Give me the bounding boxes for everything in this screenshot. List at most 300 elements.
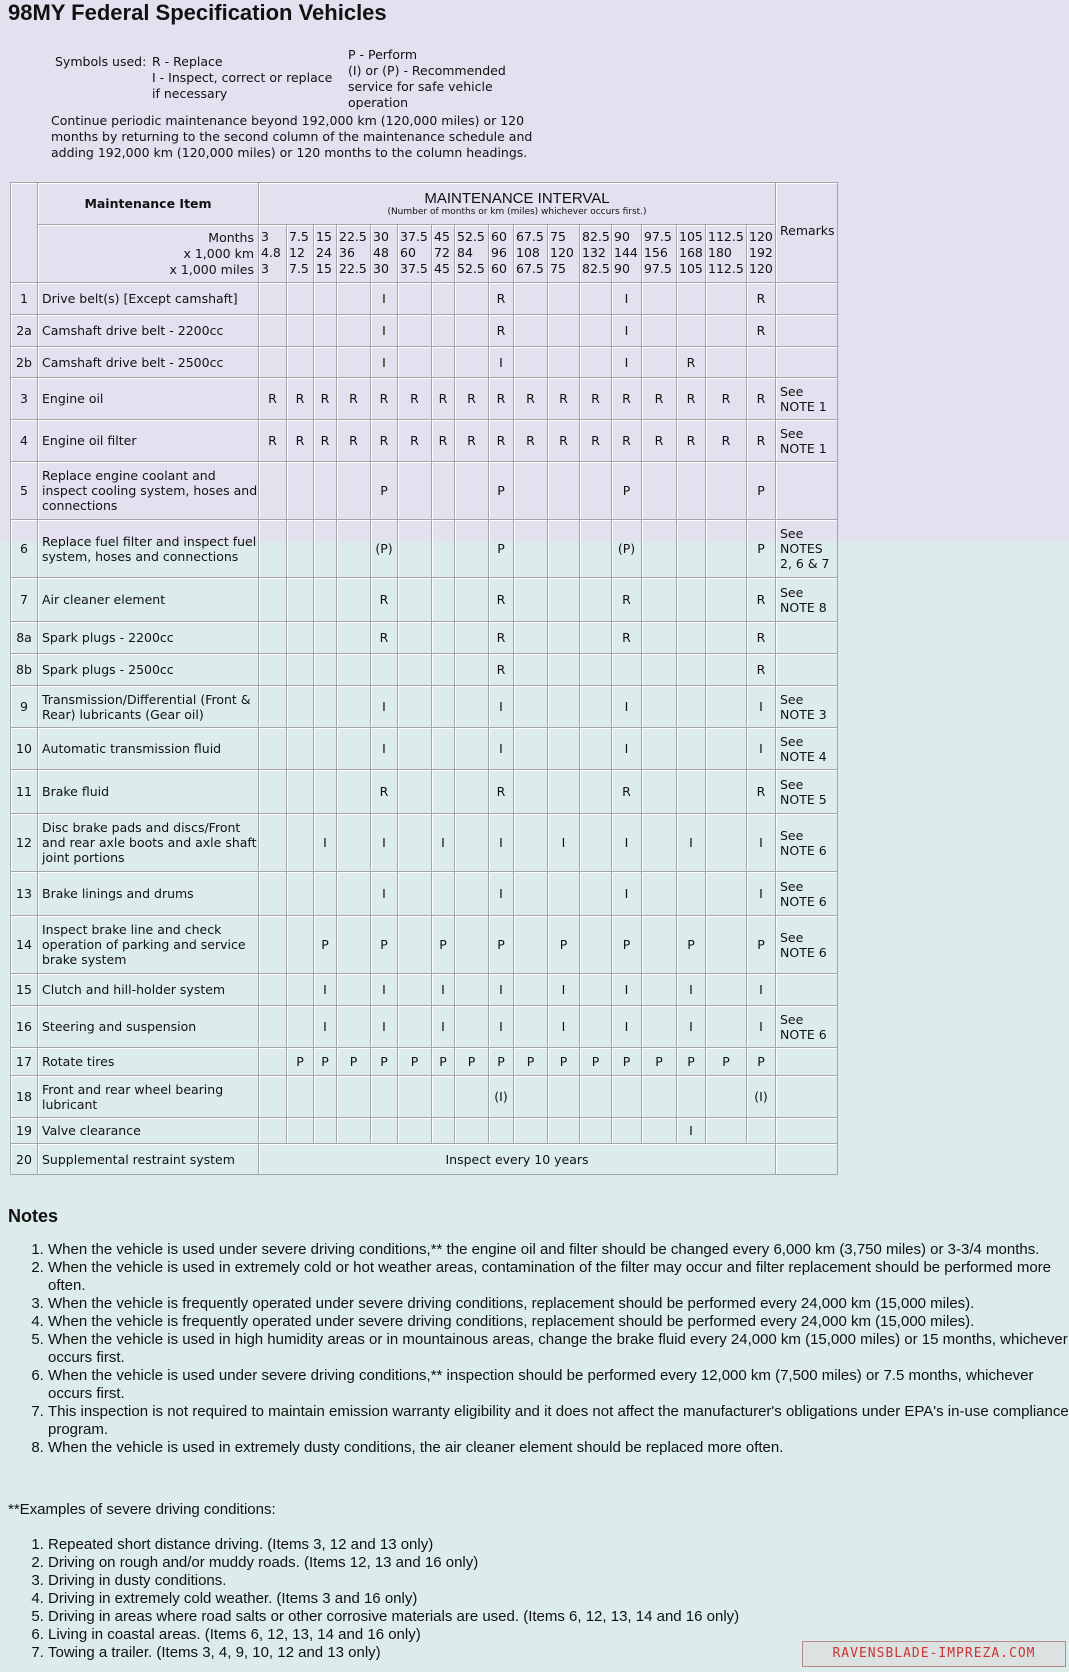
schedule-cell: I [371,974,398,1006]
schedule-cell [398,578,432,622]
schedule-cell [337,622,371,654]
note-item: 5. When the vehicle is used in high humidity areas or in mountainous areas, change the brake fluid every 24,000 km (15,000 miles) or 15 months, whichever occurs first. [48,1331,1069,1367]
schedule-cell [287,770,314,814]
item-number: 15 [11,974,38,1006]
schedule-cell: P [371,1048,398,1076]
schedule-cell: R [337,420,371,462]
schedule-cell: R [259,378,287,420]
schedule-cell [706,462,747,520]
interval-value: 84 [457,245,473,260]
schedule-cell: P [612,1048,642,1076]
item-name: Steering and suspension [38,1006,259,1048]
header-row-2 [11,225,838,283]
item-number: 18 [11,1076,38,1118]
item-number: 14 [11,916,38,974]
item-name: Air cleaner element [38,578,259,622]
remarks-cell: See NOTES 2, 6 & 7 [776,520,838,578]
table-row [11,1048,838,1076]
schedule-cell [259,462,287,520]
interval-value: 37.5 [400,229,428,244]
schedule-cell [548,578,580,622]
interval-value: 72 [434,245,450,260]
schedule-cell [398,283,432,315]
schedule-cell: I [432,814,455,872]
interval-unit-labels [38,225,259,283]
schedule-cell [432,1076,455,1118]
interval-value: 105 [679,261,703,276]
schedule-cell [548,347,580,378]
schedule-cell: P [371,916,398,974]
interval-value: 120 [550,245,574,260]
item-number: 19 [11,1118,38,1144]
item-number: 13 [11,872,38,916]
schedule-cell [642,770,677,814]
table-row [11,770,838,814]
table-row [11,654,838,686]
interval-value: 90 [614,229,630,244]
interval-value: 30 [373,229,389,244]
remarks-cell [776,622,838,654]
schedule-cell [337,347,371,378]
schedule-cell: P [489,1048,514,1076]
schedule-cell [432,462,455,520]
table-row [11,1144,838,1175]
schedule-cell [259,1118,287,1144]
schedule-cell [455,462,489,520]
remarks-cell [776,462,838,520]
schedule-cell [314,347,337,378]
schedule-cell: I [432,1006,455,1048]
interval-value: 60 [400,245,416,260]
interval-value: 108 [516,245,540,260]
schedule-cell: I [371,872,398,916]
remarks-cell [776,283,838,315]
item-number: 8a [11,622,38,654]
schedule-cell [455,654,489,686]
interval-value: 45 [434,229,450,244]
schedule-cell: P [548,916,580,974]
interval-column-header [455,225,489,283]
schedule-cell [314,315,337,347]
item-name: Inspect brake line and check operation of parking and service brake system [38,916,259,974]
schedule-cell [642,872,677,916]
schedule-cell [314,770,337,814]
schedule-cell: (P) [371,520,398,578]
schedule-cell: (P) [612,520,642,578]
severe-condition-item: 6. Living in coastal areas. (Items 6, 12, 13, 14 and 16 only) [48,1626,1048,1644]
schedule-cell [580,1006,612,1048]
schedule-cell [642,654,677,686]
schedule-cell: P [314,916,337,974]
interval-column-header [642,225,677,283]
schedule-cell: R [371,578,398,622]
schedule-cell [642,520,677,578]
schedule-cell: R [432,420,455,462]
legend-label: Symbols used: [55,54,147,69]
schedule-cell [259,654,287,686]
schedule-cell [514,728,548,770]
schedule-cell [642,686,677,728]
header-row-1 [11,183,838,225]
schedule-cell [287,1076,314,1118]
interval-column-header [398,225,432,283]
item-number: 9 [11,686,38,728]
severe-condition-item: 3. Driving in dusty conditions. [48,1572,1048,1590]
schedule-cell [337,520,371,578]
schedule-cell: I [612,1006,642,1048]
schedule-cell [337,283,371,315]
interval-value: 22.5 [339,261,367,276]
schedule-cell: R [259,420,287,462]
schedule-cell [337,1006,371,1048]
schedule-cell: I [612,814,642,872]
severe-conditions-heading: **Examples of severe driving conditions: [8,1501,276,1518]
schedule-cell: R [489,770,514,814]
remarks-cell [776,347,838,378]
schedule-cell [580,770,612,814]
schedule-cell: I [747,686,776,728]
schedule-cell [432,686,455,728]
schedule-cell [706,347,747,378]
interval-value: 97.5 [644,229,672,244]
schedule-cell: R [642,420,677,462]
schedule-cell [287,974,314,1006]
schedule-cell [455,347,489,378]
schedule-cell [580,347,612,378]
schedule-cell [612,654,642,686]
schedule-cell: I [371,1006,398,1048]
schedule-cell [398,872,432,916]
schedule-cell [259,520,287,578]
item-number: 16 [11,1006,38,1048]
schedule-cell: I [548,814,580,872]
item-name: Camshaft drive belt - 2500cc [38,347,259,378]
schedule-cell [514,654,548,686]
schedule-cell: R [489,654,514,686]
schedule-cell: R [314,420,337,462]
schedule-cell: R [612,770,642,814]
schedule-cell [398,654,432,686]
schedule-cell: I [677,1006,706,1048]
schedule-cell: R [612,378,642,420]
schedule-cell: R [747,315,776,347]
schedule-cell [398,520,432,578]
schedule-cell [706,520,747,578]
schedule-cell [398,770,432,814]
schedule-cell: I [747,974,776,1006]
table-row [11,974,838,1006]
schedule-cell [455,520,489,578]
schedule-cell [642,347,677,378]
interval-value: 60 [491,261,507,276]
interval-value: 82.5 [582,261,610,276]
item-name: Supplemental restraint system [38,1144,259,1175]
table-row [11,347,838,378]
interval-value: 96 [491,245,507,260]
schedule-cell: R [747,578,776,622]
schedule-cell [314,1118,337,1144]
schedule-cell [548,462,580,520]
interval-value: 112.5 [708,261,744,276]
schedule-cell [259,283,287,315]
schedule-cell: P [747,916,776,974]
interval-column-header [314,225,337,283]
schedule-cell: I [747,814,776,872]
table-row [11,578,838,622]
schedule-cell: P [489,462,514,520]
schedule-cell [580,654,612,686]
schedule-cell: P [371,462,398,520]
interval-column-header [287,225,314,283]
interval-value: 82.5 [582,229,610,244]
schedule-cell: P [398,1048,432,1076]
schedule-cell [455,686,489,728]
unit-label: x 1,000 miles [169,261,254,277]
schedule-cell: R [706,420,747,462]
schedule-cell [432,728,455,770]
schedule-cell [287,1118,314,1144]
item-name: Brake fluid [38,770,259,814]
schedule-cell [514,686,548,728]
note-item: 2. When the vehicle is used in extremely cold or hot weather areas, contamination of the filter may occur and filter replacement should be performed more often. [48,1259,1069,1295]
note-item: 3. When the vehicle is frequently operated under severe driving conditions, replacement should be performed every 24,000 km (15,000 miles). [48,1295,1069,1313]
schedule-cell [580,686,612,728]
schedule-cell [432,578,455,622]
schedule-cell: R [548,378,580,420]
remarks-cell [776,1076,838,1118]
interval-column-header [259,225,287,283]
schedule-cell [677,1076,706,1118]
interval-value: 52.5 [457,229,485,244]
interval-value: 36 [339,245,355,260]
schedule-cell: R [747,770,776,814]
schedule-cell [548,872,580,916]
unit-label: x 1,000 km [183,245,254,261]
schedule-cell [642,728,677,770]
maintenance-item-header-text: Maintenance Item [84,195,212,211]
interval-value: 15 [316,229,332,244]
item-name: Brake linings and drums [38,872,259,916]
schedule-cell [314,872,337,916]
schedule-cell [287,916,314,974]
schedule-cell [580,578,612,622]
schedule-cell [287,1006,314,1048]
schedule-cell [455,974,489,1006]
schedule-cell [432,872,455,916]
interval-value: 24 [316,245,332,260]
schedule-cell: R [747,654,776,686]
schedule-cell: I [612,315,642,347]
schedule-cell [455,770,489,814]
interval-value: 144 [614,245,638,260]
item-name: Drive belt(s) [Except camshaft] [38,283,259,315]
schedule-cell [259,872,287,916]
schedule-cell: R [432,378,455,420]
schedule-cell: I [489,1006,514,1048]
schedule-cell: P [432,1048,455,1076]
schedule-cell: I [747,728,776,770]
schedule-cell [706,974,747,1006]
schedule-cell [514,347,548,378]
schedule-cell [514,1006,548,1048]
interval-value: 97.5 [644,261,672,276]
schedule-cell [259,578,287,622]
schedule-cell: I [489,728,514,770]
schedule-cell [314,1076,337,1118]
interval-column-header [514,225,548,283]
note-item: 8. When the vehicle is used in extremely dusty conditions, the air cleaner element should be replaced more often. [48,1439,1069,1457]
schedule-cell: P [642,1048,677,1076]
interval-value: 48 [373,245,389,260]
page-title: 98MY Federal Specification Vehicles [8,0,387,25]
interval-value: 75 [550,261,566,276]
schedule-cell: R [371,420,398,462]
schedule-cell [514,814,548,872]
schedule-cell [548,622,580,654]
schedule-cell: R [514,378,548,420]
interval-value: 15 [316,261,332,276]
schedule-cell [455,728,489,770]
schedule-cell [580,1118,612,1144]
remarks-cell: See NOTE 8 [776,578,838,622]
schedule-cell [432,654,455,686]
schedule-cell: I [612,347,642,378]
schedule-cell: R [747,378,776,420]
schedule-cell: P [612,462,642,520]
continue-paragraph: Continue periodic maintenance beyond 192,000 km (120,000 miles) or 120 months by returning to the second column of the maintenance schedule and adding 192,000 km (120,000 miles) or 120 months to the column headings. [51,113,533,160]
schedule-cell: I [677,1118,706,1144]
remarks-cell: See NOTE 6 [776,1006,838,1048]
interval-column-header [489,225,514,283]
schedule-cell: R [337,378,371,420]
schedule-cell: I [489,814,514,872]
remarks-cell [776,1144,838,1175]
schedule-cell [548,654,580,686]
schedule-cell [337,654,371,686]
schedule-cell [677,315,706,347]
schedule-cell [337,728,371,770]
schedule-cell: R [580,378,612,420]
schedule-cell [371,1118,398,1144]
schedule-cell [455,1118,489,1144]
schedule-cell: R [489,283,514,315]
schedule-cell [548,283,580,315]
schedule-cell: I [489,347,514,378]
interval-value: 90 [614,261,630,276]
schedule-cell [706,654,747,686]
schedule-cell: R [677,347,706,378]
severe-condition-item: 1. Repeated short distance driving. (Items 3, 12 and 13 only) [48,1536,1048,1554]
remarks-cell: See NOTE 6 [776,814,838,872]
item-number: 8b [11,654,38,686]
table-row [11,283,838,315]
schedule-cell [514,1076,548,1118]
item-name: Spark plugs - 2500cc [38,654,259,686]
schedule-cell: (I) [489,1076,514,1118]
schedule-cell [287,462,314,520]
item-name: Disc brake pads and discs/Front and rear axle boots and axle shaft joint portions [38,814,259,872]
schedule-cell [314,283,337,315]
schedule-cell: R [514,420,548,462]
interval-column-header [432,225,455,283]
schedule-cell [642,462,677,520]
item-number: 4 [11,420,38,462]
schedule-cell: I [612,686,642,728]
schedule-cell [432,347,455,378]
schedule-cell [677,770,706,814]
schedule-cell: P [337,1048,371,1076]
schedule-cell [337,974,371,1006]
schedule-cell: I [489,686,514,728]
schedule-cell: (I) [747,1076,776,1118]
schedule-cell [337,578,371,622]
header-blank-cell [11,183,38,283]
item-number: 2b [11,347,38,378]
schedule-cell: R [371,622,398,654]
schedule-cell [677,520,706,578]
remarks-cell [776,654,838,686]
schedule-cell: P [489,916,514,974]
schedule-cell [580,520,612,578]
interval-column-header [706,225,747,283]
interval-value: 3 [261,229,269,244]
schedule-cell [337,770,371,814]
schedule-cell [337,1118,371,1144]
schedule-cell [287,728,314,770]
notes-list [8,1241,1069,1457]
schedule-cell: R [398,378,432,420]
interval-value: 7.5 [289,229,309,244]
schedule-cell [259,728,287,770]
severe-condition-item: 2. Driving on rough and/or muddy roads. (Items 12, 13 and 16 only) [48,1554,1048,1572]
schedule-cell: P [314,1048,337,1076]
schedule-cell [398,1076,432,1118]
schedule-cell [259,974,287,1006]
schedule-cell [612,1076,642,1118]
table-row [11,728,838,770]
remarks-cell: See NOTE 6 [776,916,838,974]
schedule-cell [287,686,314,728]
schedule-cell [514,1118,548,1144]
schedule-cell [514,622,548,654]
schedule-cell: R [747,622,776,654]
schedule-cell [514,578,548,622]
schedule-cell [398,1118,432,1144]
table-row [11,686,838,728]
schedule-cell [398,728,432,770]
schedule-cell: R [677,378,706,420]
note-item: 7. This inspection is not required to maintain emission warranty eligibility and it does not affect the manufacturer's obligations under EPA's in-use compliance program. [48,1403,1069,1439]
schedule-cell [337,1076,371,1118]
schedule-cell: P [747,462,776,520]
schedule-cell: R [548,420,580,462]
schedule-cell [706,1006,747,1048]
table-row [11,378,838,420]
interval-value: 7.5 [289,261,309,276]
interval-column-header [677,225,706,283]
item-number: 5 [11,462,38,520]
schedule-cell: I [677,974,706,1006]
table-row [11,814,838,872]
schedule-cell [259,1006,287,1048]
schedule-cell [642,1118,677,1144]
schedule-cell [514,974,548,1006]
schedule-cell [398,974,432,1006]
schedule-cell [706,728,747,770]
remarks-cell: See NOTE 1 [776,378,838,420]
severe-condition-item: 4. Driving in extremely cold weather. (Items 3 and 16 only) [48,1590,1048,1608]
item-name: Camshaft drive belt - 2200cc [38,315,259,347]
